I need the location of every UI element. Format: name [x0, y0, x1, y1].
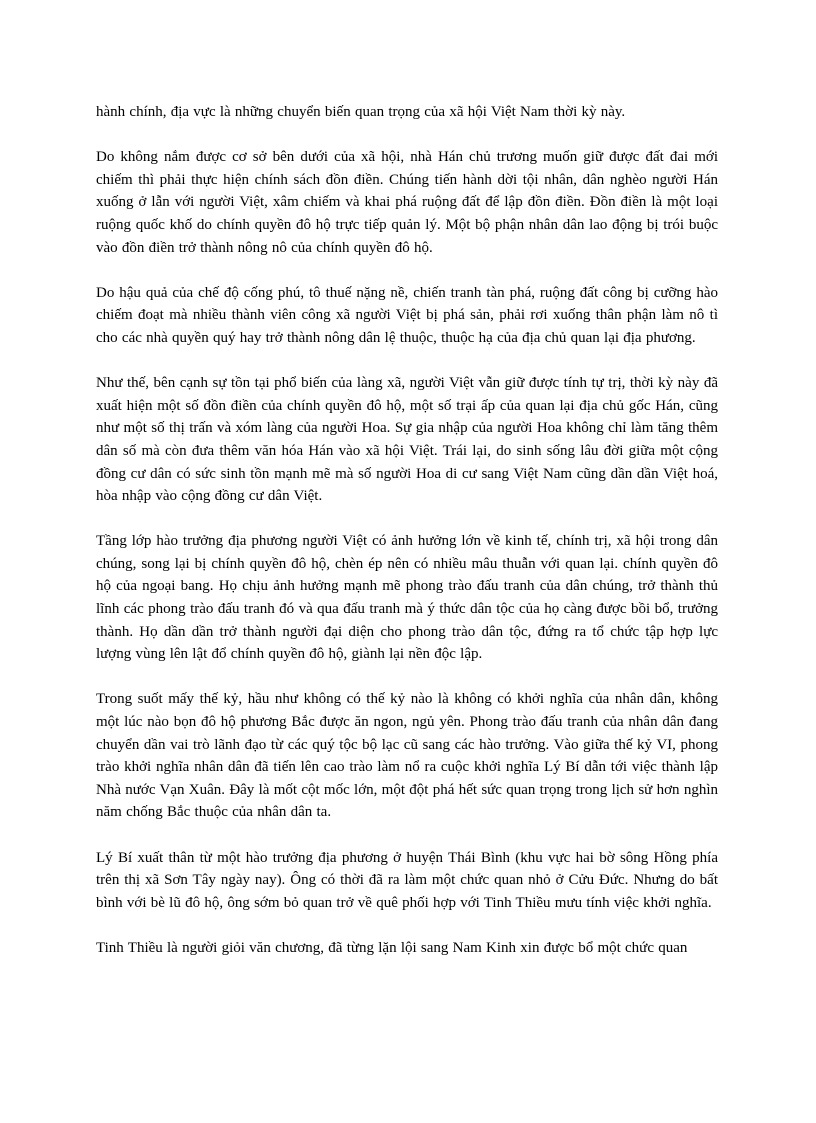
paragraph-2: Do không nắm được cơ sở bên dưới của xã hội, nhà Hán chủ trương muốn giữ được đất đai mới chiếm thì phải thực hiện chính sách đồn điền. Chúng tiến hành dời tội nhân, dân nghèo người Hán xuống ở lẫn với người Việt, xâm chiếm và khai phá ruộng đất để lập đồn điền. Đồn điền là một loại ruộng quốc khố do chính quyền đô hộ trực tiếp quản lý. Một bộ phận nhân dân lao động bị trói buộc vào đồn điền trở thành nông nô của chính quyền đô hộ.	[96, 149, 718, 256]
paragraph-3: Do hậu quả của chế độ cống phú, tô thuế nặng nề, chiến tranh tàn phá, ruộng đất công bị cưỡng hào chiếm đoạt mà nhiều thành viên công xã người Việt bị phá sản, phải rơi xuống thân phận làm nô tì cho các nhà quyền quý hay trở thành nông dân lệ thuộc, thuộc hạ của địa chủ quan lại địa phương.	[96, 284, 718, 346]
paragraph-1: hành chính, địa vực là những chuyển biến quan trọng của xã hội Việt Nam thời kỳ này.	[96, 104, 626, 120]
paragraph-6: Trong suốt mấy thế kỷ, hầu như không có thế kỷ nào là không có khởi nghĩa của nhân dân, không một lúc nào bọn đô hộ phương Bắc được ăn ngon, ngủ yên. Phong trào đấu tranh của nhân dân đang chuyển dần vai trò lãnh đạo từ các quý tộc bộ lạc cũ sang các hào trưởng. Vào giữa thế kỷ VI, phong trào khởi nghĩa nhân dân đã tiến lên cao trào làm nổ ra cuộc khởi nghĩa Lý Bí dẫn tới việc thành lập Nhà nước Vạn Xuân. Đây là mốt cột mốc lớn, một đột phá hết sức quan trọng trong lịch sử hơn nghìn năm chống Bắc thuộc của nhân dân ta.	[96, 691, 718, 821]
paragraph-8: Tinh Thiều là người giỏi văn chương, đã từng lặn lội sang Nam Kinh xin được bổ một chức quan	[96, 939, 688, 956]
paragraph-5: Tầng lớp hào trưởng địa phương người Việt có ảnh hưởng lớn về kinh tế, chính trị, xã hội trong dân chúng, song lại bị chính quyền đô hộ, chèn ép nên có nhiều mâu thuẫn với quan lại. chính quyền đô hộ của ngoại bang. Họ chịu ảnh hưởng mạnh mẽ phong trào đấu tranh của dân chúng, trở thành thủ lĩnh các phong trào đấu tranh đó và qua đấu tranh mà ý thức dân tộc của họ càng được bồi bổ, trưởng thành. Họ dần dần trở thành người đại diện cho phong trào dân tộc, đứng ra tổ chức tập hợp lực lượng vùng lên lật đổ chính quyền đô hộ, giành lại nền độc lập.	[96, 533, 718, 663]
document-body	[96, 101, 718, 982]
paragraph-4: Như thế, bên cạnh sự tồn tại phổ biến của làng xã, người Việt vẫn giữ được tính tự trị, thời kỳ này đã xuất hiện một số đồn điền của chính quyền đô hộ, một số trại ấp của quan lại địa chủ gốc Hán, cũng như một số thị trấn và xóm làng của người Hoa. Sự gia nhập của người Hoa không chỉ làm tăng thêm dân số mà còn đưa thêm văn hóa Hán vào xã hội Việt. Trái lại, do sinh sống lâu đời giữa một cộng đồng cư dân có sức sinh tồn mạnh mẽ mà số người Hoa di cư sang Việt Nam cũng dần dần Việt hoá, hòa nhập vào cộng đồng cư dân Việt.	[96, 375, 718, 505]
paragraph-7: Lý Bí xuất thân từ một hào trưởng địa phương ở huyện Thái Bình (khu vực hai bờ sông Hồng phía trên thị xã Sơn Tây ngày nay). Ông có thời đã ra làm một chức quan nhỏ ở Cửu Đức. Nhưng do bất bình với bè lũ đô hộ, ông sớm bỏ quan trở về quê phối hợp với Tinh Thiều mưu tính việc khởi nghĩa.	[96, 849, 718, 911]
